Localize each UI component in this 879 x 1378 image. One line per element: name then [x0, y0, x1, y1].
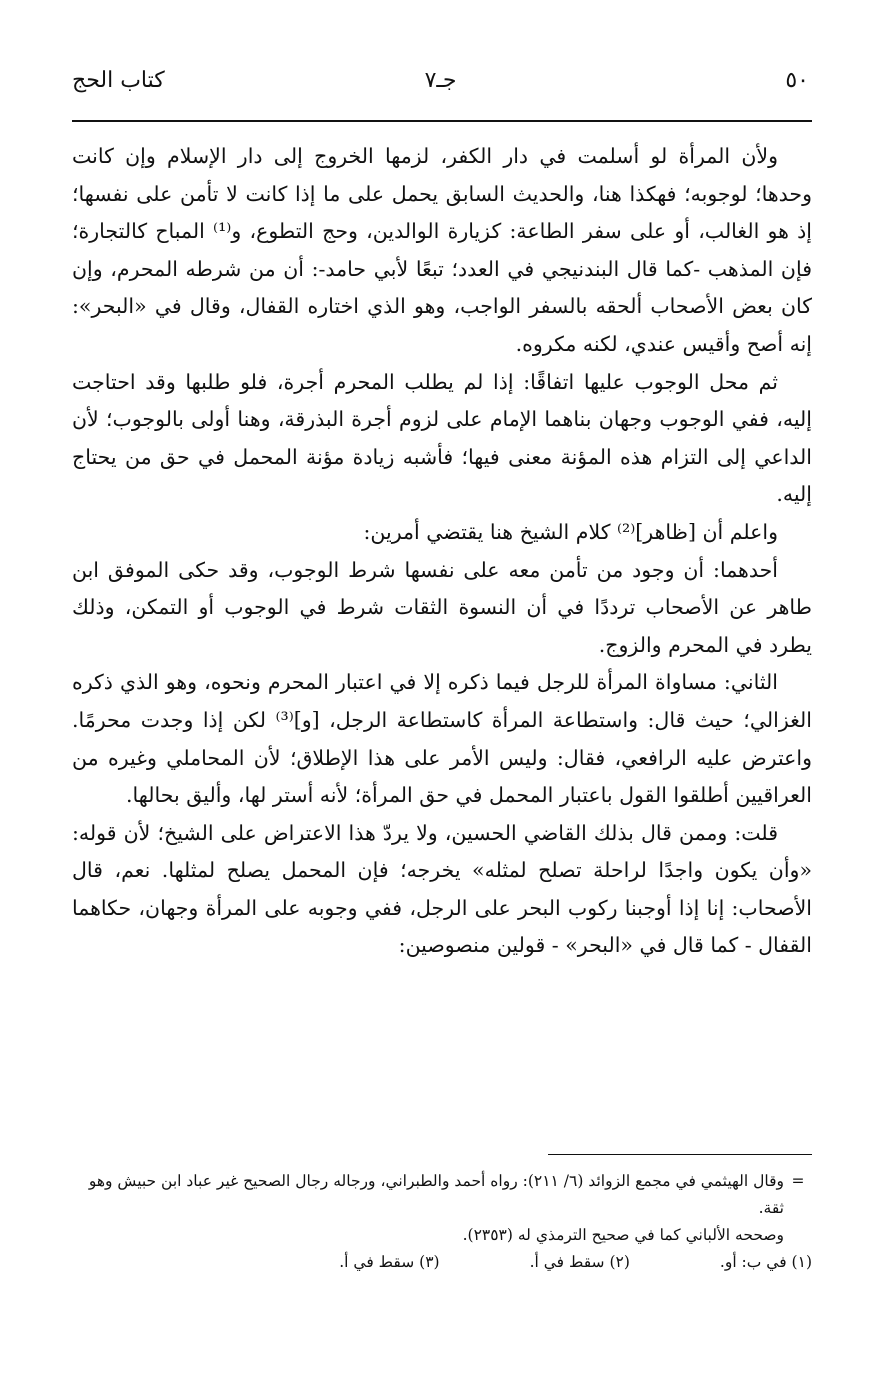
footnote-1: (١) في ب: أو.	[719, 1253, 812, 1271]
paragraph: قلت: وممن قال بذلك القاضي الحسين، ولا يردّ هذا الاعتراض على الشيخ؛ لأن قوله: «وأن يكون واجدًا لراحلة تصلح لمثله» يخرجه؛ فإن المحمل يصلح لمثلها. نعم، قال الأصحاب: إنا إذا أوجبنا ركوب البحر على الرجل، ففي وجوبه على المرأة وجهان، حكاهما القفال - كما قال في «البحر» - قولين منصوصين:	[72, 820, 812, 958]
footnote-text: وصححه الألباني كما في صحيح الترمذي له (٢٣٥٣).	[462, 1226, 784, 1244]
volume-number: جـ٧	[424, 68, 457, 93]
header-divider	[72, 120, 812, 122]
paragraph: واعلم أن [ظاهر]⁽²⁾ كلام الشيخ هنا يقتضي أمرين:	[363, 519, 778, 544]
footnote-refs	[72, 1249, 812, 1276]
page-number: ٥٠	[785, 68, 809, 93]
paragraph: ولأن المرأة لو أسلمت في دار الكفر، لزمها الخروج إلى دار الإسلام وإن كانت وحدها؛ لوجوبه؛ فهكذا هنا، والحديث السابق يحمل على ما إذا كانت لا تأمن على نفسها؛ إذ هو الغالب، أو على سفر الطاعة: كزيارة الوالدين، وحج التطوع، و⁽¹⁾ المباح كالتجارة؛ فإن المذهب -كما قال البندنيجي في العدد؛ تبعًا لأبي حامد-: أن من شرطه المحرم، وإن كان بعض الأصحاب ألحقه بالسفر الواجب، وهو الذي اختاره القفال، وقال في «البحر»: إنه أصح وأقيس عندي، لكنه مكروه.	[72, 144, 812, 356]
footnote-continuation	[72, 1168, 812, 1222]
paragraph: الثاني: مساواة المرأة للرجل فيما ذكره إلا في اعتبار المحرم ونحوه، وهو الذي ذكره الغزالي؛ حيث قال: واستطاعة المرأة كاستطاعة الرجل، [و]⁽³⁾ لكن إذا وجدت محرمًا. واعترض عليه الرافعي، فقال: وليس الأمر على هذا الإطلاق؛ لأن المحاملي وغيره من العراقيين أطلقوا القول باعتبار المحمل في حق المرأة؛ لأنه أستر لها، وأليق بحالها.	[72, 670, 812, 808]
paragraph: ثم محل الوجوب عليها اتفاقًا: إذا لم يطلب المحرم أجرة، فلو طلبها وقد احتاجت إليه، ففي الوجوب وجهان بناهما الإمام على لزوم أجرة البذرقة، وهنا أولى بالوجوب؛ لأن الداعي إلى التزام هذه المؤنة معنى فيها؛ فأشبه زيادة مؤنة المحمل في حق من يحتاج إليه.	[72, 369, 812, 507]
page-header	[72, 68, 809, 108]
footnote-divider	[548, 1154, 812, 1155]
footnote-text: وقال الهيثمي في مجمع الزوائد (٦/ ٢١١): رواه أحمد والطبراني، ورجاله رجال الصحيح غير عباد ابن حبيش وهو ثقة.	[88, 1172, 784, 1217]
footnotes	[72, 1168, 812, 1276]
continuation-mark: =	[791, 1172, 805, 1190]
main-text	[72, 138, 812, 965]
footnote-3: (٣) سقط في أ.	[339, 1253, 440, 1271]
paragraph: أحدهما: أن وجود من تأمن معه على نفسها شرط الوجوب، وقد حكى الموفق ابن طاهر عن الأصحاب ترددًا في أن النسوة الثقات شرط في الوجوب أو التمكن، وذلك يطرد في المحرم والزوج.	[72, 557, 812, 657]
book-title: كتاب الحج	[72, 68, 165, 93]
footnote-2: (٢) سقط في أ.	[529, 1253, 630, 1271]
